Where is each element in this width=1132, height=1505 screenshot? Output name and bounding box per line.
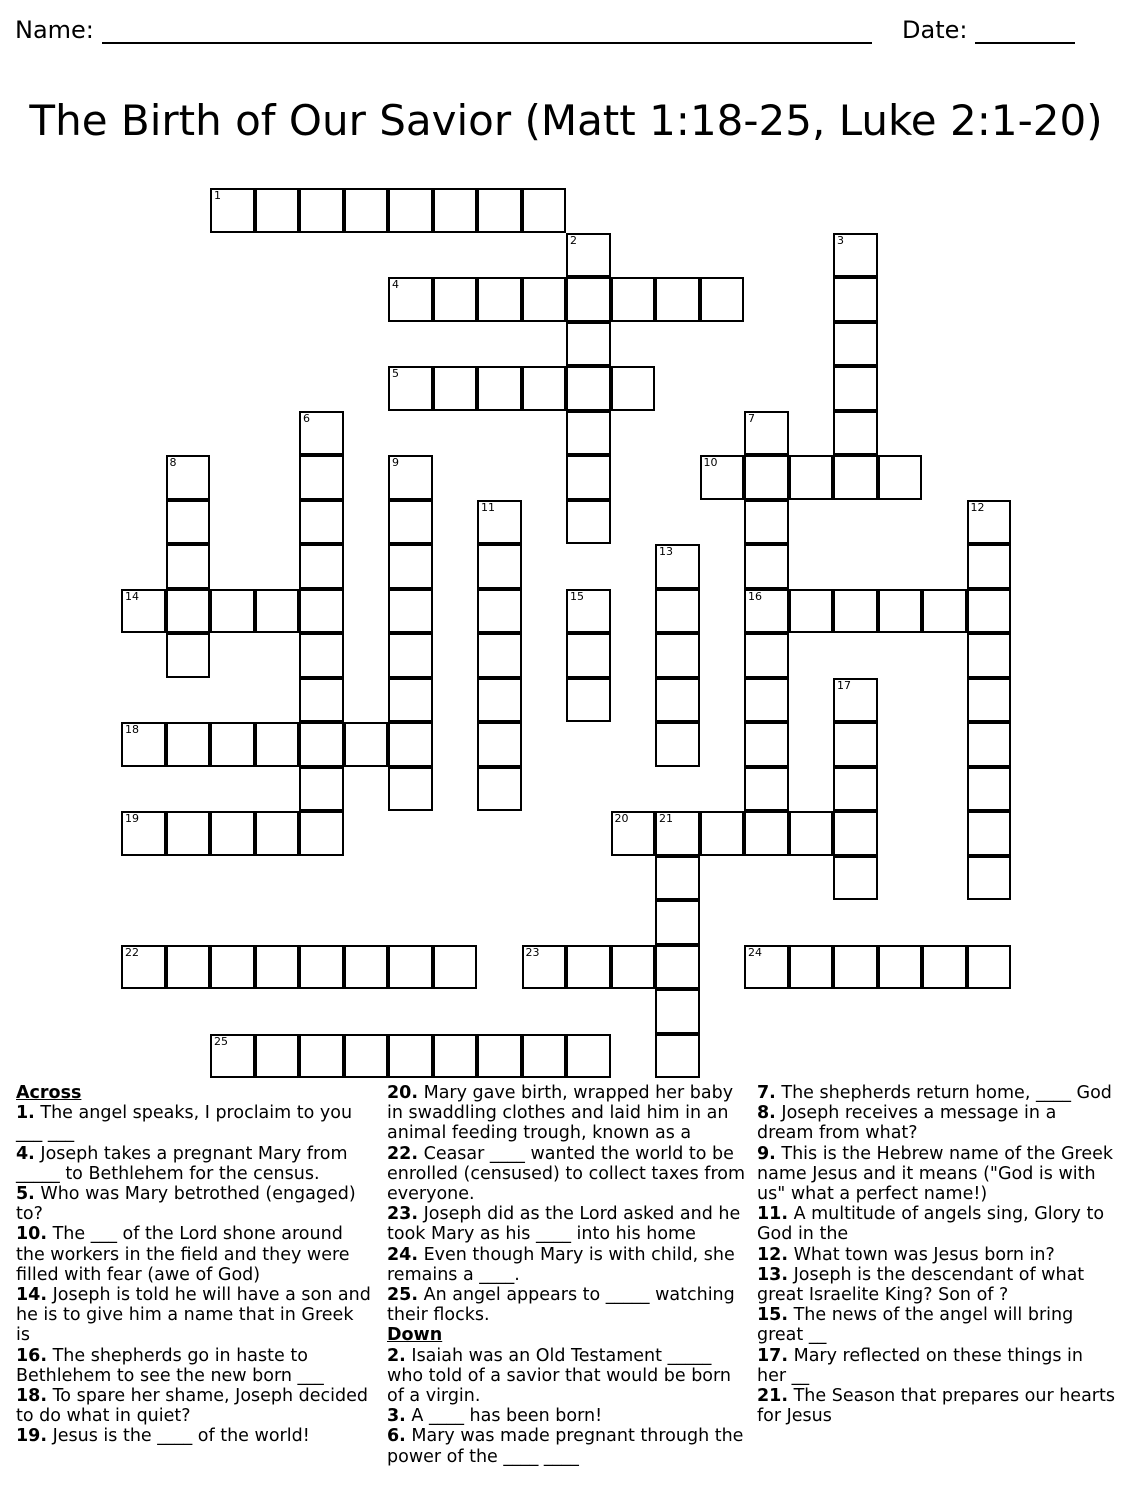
- grid-cell[interactable]: [744, 455, 789, 500]
- grid-cell[interactable]: [433, 277, 478, 322]
- clue-item-number: 6.: [387, 1426, 406, 1447]
- clue-number: 15: [570, 589, 584, 603]
- grid-cell[interactable]: [433, 1034, 478, 1079]
- grid-cell[interactable]: [611, 811, 656, 856]
- grid-cell[interactable]: [833, 767, 878, 812]
- grid-cell[interactable]: [299, 411, 344, 456]
- grid-cell[interactable]: [878, 455, 923, 500]
- clue-item-text: Joseph is told he will have a son and he is to give him a name that in Greek is: [16, 1285, 371, 1346]
- clue-item-text: The ___ of the Lord shone around the workers in the field and they were filled with fear (awe of God): [16, 1224, 350, 1285]
- grid-cell[interactable]: [700, 811, 745, 856]
- clue-item-number: 1.: [16, 1103, 35, 1124]
- grid-cell[interactable]: [878, 945, 923, 990]
- grid-cell[interactable]: [388, 945, 433, 990]
- clue-item-number: 19.: [16, 1426, 48, 1447]
- clue-item-text: Mary reflected on these things in her __: [757, 1345, 1083, 1386]
- clue-item-text: Even though Mary is with child, she remains a ____.: [387, 1244, 735, 1285]
- clue-number: 8: [169, 456, 177, 469]
- clue-item: [16, 1386, 371, 1426]
- clue-item-number: 23.: [387, 1204, 419, 1225]
- clue-number: 23: [525, 945, 540, 959]
- grid-cell[interactable]: [255, 722, 300, 767]
- grid-cell[interactable]: [789, 455, 834, 500]
- grid-cell[interactable]: [655, 900, 700, 945]
- grid-cell[interactable]: [833, 678, 878, 723]
- grid-cell[interactable]: [344, 945, 389, 990]
- grid-cell[interactable]: [833, 945, 878, 990]
- puzzle-title: The Birth of Our Savior (Matt 1:18-25, Luke 2:1-20): [29, 96, 1103, 145]
- grid-cell[interactable]: [922, 945, 967, 990]
- grid-cell[interactable]: [833, 322, 878, 367]
- clue-item: [387, 1406, 747, 1426]
- clue-item-text: The Season that prepares our hearts for Jesus: [757, 1386, 1115, 1427]
- clue-item: [387, 1346, 747, 1407]
- grid-cell[interactable]: [166, 544, 211, 589]
- grid-cell[interactable]: [655, 544, 700, 589]
- grid-cell[interactable]: [299, 188, 344, 233]
- grid-cell[interactable]: [166, 589, 211, 634]
- clues-column-3: [757, 1083, 1117, 1426]
- clue-number: 18: [125, 723, 139, 736]
- grid-cell[interactable]: [655, 989, 700, 1034]
- clue-item-text: A multitude of angels sing, Glory to God in the: [757, 1204, 1105, 1245]
- clue-item: [16, 1426, 371, 1446]
- clue-item-number: 13.: [757, 1264, 789, 1285]
- clue-item: [16, 1346, 371, 1386]
- grid-cell[interactable]: [477, 767, 522, 812]
- clue-item-number: 21.: [757, 1386, 789, 1407]
- clue-item: [387, 1144, 747, 1205]
- clue-item-number: 15.: [757, 1305, 789, 1326]
- grid-cell[interactable]: [655, 856, 700, 901]
- grid-cell[interactable]: [210, 811, 255, 856]
- clue-item-text: A ____ has been born!: [411, 1406, 603, 1427]
- clue-item: [16, 1224, 371, 1285]
- grid-cell[interactable]: [566, 1034, 611, 1079]
- clue-item-text: An angel appears to _____ watching their flocks.: [387, 1285, 735, 1326]
- clue-number: 19: [125, 812, 139, 825]
- grid-cell[interactable]: [744, 811, 789, 856]
- grid-cell[interactable]: [744, 722, 789, 767]
- grid-cell[interactable]: [833, 366, 878, 411]
- clue-number: 20: [614, 812, 629, 825]
- grid-cell[interactable]: [744, 633, 789, 678]
- clue-number: 14: [125, 589, 139, 603]
- clue-section-heading: Across: [16, 1083, 82, 1103]
- grid-cell[interactable]: [299, 500, 344, 545]
- clue-item-number: 20.: [387, 1083, 419, 1103]
- grid-cell[interactable]: [388, 277, 433, 322]
- clue-item-text: Joseph did as the Lord asked and he took Mary as his ____ into his home: [387, 1204, 741, 1245]
- clue-item-number: 3.: [387, 1406, 406, 1427]
- grid-cell[interactable]: [744, 544, 789, 589]
- grid-cell[interactable]: [655, 589, 700, 634]
- grid-cell[interactable]: [655, 678, 700, 723]
- date-field[interactable]: [902, 16, 1075, 44]
- grid-cell[interactable]: [299, 767, 344, 812]
- grid-cell[interactable]: [388, 633, 433, 678]
- grid-cell[interactable]: [121, 589, 166, 634]
- grid-cell[interactable]: [833, 455, 878, 500]
- clue-item-text: Who was Mary betrothed (engaged) to?: [16, 1184, 356, 1225]
- clue-number: 10: [703, 456, 718, 469]
- clue-item-number: 11.: [757, 1204, 789, 1225]
- grid-cell[interactable]: [789, 811, 834, 856]
- clue-item-text: Ceasar ____ wanted the world to be enrolled (censused) to collect taxes from everyone.: [387, 1143, 746, 1205]
- clue-item-number: 22.: [387, 1143, 419, 1164]
- clue-item: [387, 1245, 747, 1285]
- clue-item: [757, 1083, 1117, 1103]
- grid-cell[interactable]: [477, 1034, 522, 1079]
- grid-cell[interactable]: [388, 767, 433, 812]
- grid-cell[interactable]: [967, 544, 1012, 589]
- grid-cell[interactable]: [967, 811, 1012, 856]
- grid-cell[interactable]: [522, 1034, 567, 1079]
- clues-column-2: [387, 1083, 747, 1467]
- clue-item-number: 16.: [16, 1345, 48, 1366]
- grid-cell[interactable]: [210, 188, 255, 233]
- grid-cell[interactable]: [833, 233, 878, 278]
- grid-cell[interactable]: [611, 945, 656, 990]
- clue-number: 4: [392, 278, 399, 291]
- grid-cell[interactable]: [210, 722, 255, 767]
- clue-number: 5: [392, 367, 399, 380]
- grid-cell[interactable]: [121, 722, 166, 767]
- clue-number: 16: [748, 589, 762, 603]
- grid-cell[interactable]: [299, 455, 344, 500]
- grid-cell[interactable]: [255, 589, 300, 634]
- clue-item: [757, 1204, 1117, 1244]
- grid-cell[interactable]: [833, 411, 878, 456]
- grid-cell[interactable]: [566, 411, 611, 456]
- grid-cell[interactable]: [477, 277, 522, 322]
- grid-cell[interactable]: [477, 589, 522, 634]
- clue-item: [757, 1103, 1117, 1143]
- grid-cell[interactable]: [166, 945, 211, 990]
- grid-cell[interactable]: [388, 500, 433, 545]
- grid-cell[interactable]: [566, 633, 611, 678]
- grid-cell[interactable]: [388, 455, 433, 500]
- clue-item: [757, 1245, 1117, 1265]
- grid-cell[interactable]: [833, 277, 878, 322]
- grid-cell[interactable]: [299, 544, 344, 589]
- clue-item-number: 12.: [757, 1244, 789, 1265]
- grid-cell[interactable]: [655, 722, 700, 767]
- grid-cell[interactable]: [967, 945, 1012, 990]
- grid-cell[interactable]: [789, 589, 834, 634]
- clue-item: [387, 1285, 747, 1325]
- grid-cell[interactable]: [166, 811, 211, 856]
- grid-cell[interactable]: [433, 366, 478, 411]
- grid-cell[interactable]: [744, 767, 789, 812]
- date-blank-line[interactable]: [975, 20, 1075, 44]
- clue-item-text: To spare her shame, Joseph decided to do what in quiet?: [16, 1386, 369, 1427]
- clue-item: [387, 1204, 747, 1244]
- grid-cell[interactable]: [566, 945, 611, 990]
- grid-cell[interactable]: [655, 1034, 700, 1079]
- grid-cell[interactable]: [210, 1034, 255, 1079]
- clue-number: 17: [837, 678, 851, 692]
- name-field[interactable]: [15, 16, 872, 44]
- clue-item: [757, 1144, 1117, 1205]
- grid-cell[interactable]: [744, 411, 789, 456]
- clue-item: [757, 1386, 1117, 1426]
- clue-item: [387, 1083, 747, 1144]
- clue-item-text: The shepherds return home, ____ God: [781, 1083, 1112, 1103]
- grid-cell[interactable]: [210, 945, 255, 990]
- grid-cell[interactable]: [566, 366, 611, 411]
- grid-cell[interactable]: [655, 945, 700, 990]
- grid-cell[interactable]: [477, 500, 522, 545]
- clue-item-text: The angel speaks, I proclaim to you ___ ___: [16, 1103, 353, 1144]
- grid-cell[interactable]: [700, 277, 745, 322]
- grid-cell[interactable]: [299, 945, 344, 990]
- clue-item-number: 14.: [16, 1285, 48, 1306]
- clue-item-number: 25.: [387, 1285, 419, 1306]
- clue-item-text: Mary was made pregnant through the power of the ____ ____: [387, 1426, 744, 1467]
- clue-item-text: The shepherds go in haste to Bethlehem to see the new born ___: [16, 1345, 324, 1386]
- clue-number: 1: [214, 189, 221, 202]
- grid-cell[interactable]: [299, 1034, 344, 1079]
- clue-item-text: This is the Hebrew name of the Greek name Jesus and it means ("God is with us" what a perfect name!): [757, 1143, 1113, 1205]
- clue-item: [16, 1285, 371, 1346]
- grid-cell[interactable]: [967, 722, 1012, 767]
- grid-cell[interactable]: [655, 811, 700, 856]
- clue-item-text: Joseph takes a pregnant Mary from _____ to Bethlehem for the census.: [16, 1143, 348, 1184]
- grid-cell[interactable]: [744, 945, 789, 990]
- grid-cell[interactable]: [166, 455, 211, 500]
- grid-cell[interactable]: [299, 722, 344, 767]
- clue-item-number: 18.: [16, 1386, 48, 1407]
- grid-cell[interactable]: [833, 722, 878, 767]
- grid-cell[interactable]: [344, 722, 389, 767]
- grid-cell[interactable]: [967, 500, 1012, 545]
- grid-cell[interactable]: [655, 633, 700, 678]
- grid-cell[interactable]: [522, 188, 567, 233]
- grid-cell[interactable]: [388, 589, 433, 634]
- grid-cell[interactable]: [477, 544, 522, 589]
- grid-cell[interactable]: [566, 500, 611, 545]
- grid-cell[interactable]: [922, 589, 967, 634]
- grid-cell[interactable]: [166, 500, 211, 545]
- clue-item: [16, 1184, 371, 1224]
- grid-cell[interactable]: [255, 945, 300, 990]
- clue-item-text: Isaiah was an Old Testament _____ who told of a savior that would be born of a virgin.: [387, 1345, 731, 1407]
- clues-column-1: [16, 1083, 371, 1447]
- grid-cell[interactable]: [566, 678, 611, 723]
- grid-cell[interactable]: [344, 188, 389, 233]
- clue-item-text: The news of the angel will bring great __: [757, 1305, 1074, 1346]
- clue-item-number: 24.: [387, 1244, 419, 1265]
- grid-cell[interactable]: [477, 188, 522, 233]
- clue-item-number: 5.: [16, 1184, 35, 1205]
- grid-cell[interactable]: [522, 945, 567, 990]
- clue-item-text: Mary gave birth, wrapped her baby in swaddling clothes and laid him in an animal feeding trough, known as a: [387, 1083, 734, 1144]
- clue-item-text: Joseph receives a message in a dream from what?: [757, 1103, 1057, 1144]
- grid-cell[interactable]: [388, 366, 433, 411]
- clue-item-number: 17.: [757, 1345, 789, 1366]
- grid-cell[interactable]: [121, 945, 166, 990]
- grid-cell[interactable]: [477, 366, 522, 411]
- grid-cell[interactable]: [299, 678, 344, 723]
- clue-item-text: Jesus is the ____ of the world!: [52, 1426, 310, 1447]
- clue-number: 22: [125, 945, 139, 959]
- grid-cell[interactable]: [566, 322, 611, 367]
- grid-cell[interactable]: [655, 277, 700, 322]
- name-label: Name:: [15, 16, 94, 44]
- grid-cell[interactable]: [477, 678, 522, 723]
- grid-cell[interactable]: [522, 366, 567, 411]
- grid-cell[interactable]: [566, 455, 611, 500]
- grid-cell[interactable]: [433, 188, 478, 233]
- clue-item-number: 8.: [757, 1103, 776, 1124]
- grid-cell[interactable]: [388, 722, 433, 767]
- clue-number: 3: [837, 233, 844, 247]
- grid-cell[interactable]: [210, 589, 255, 634]
- grid-cell[interactable]: [388, 1034, 433, 1079]
- grid-cell[interactable]: [166, 722, 211, 767]
- grid-cell[interactable]: [388, 544, 433, 589]
- clue-number: 21: [659, 812, 673, 825]
- grid-cell[interactable]: [522, 277, 567, 322]
- grid-cell[interactable]: [744, 678, 789, 723]
- grid-cell[interactable]: [833, 589, 878, 634]
- clue-number: 2: [570, 233, 577, 247]
- clue-number: 7: [748, 411, 755, 425]
- clue-item: [387, 1426, 747, 1466]
- grid-cell[interactable]: [433, 945, 478, 990]
- clue-number: 9: [392, 456, 399, 469]
- clue-item-number: 9.: [757, 1143, 776, 1164]
- clue-number: 13: [659, 545, 673, 558]
- clue-item: [757, 1346, 1117, 1386]
- grid-cell[interactable]: [833, 811, 878, 856]
- clue-number: 12: [970, 500, 985, 514]
- clue-number: 24: [748, 945, 762, 959]
- grid-cell[interactable]: [344, 1034, 389, 1079]
- grid-cell[interactable]: [789, 945, 834, 990]
- grid-cell[interactable]: [388, 678, 433, 723]
- grid-cell[interactable]: [611, 366, 656, 411]
- grid-cell[interactable]: [967, 767, 1012, 812]
- grid-cell[interactable]: [255, 188, 300, 233]
- grid-cell[interactable]: [566, 589, 611, 634]
- grid-cell[interactable]: [477, 633, 522, 678]
- clue-item: [757, 1265, 1117, 1305]
- clue-number: 25: [214, 1034, 228, 1048]
- clue-item: [16, 1103, 371, 1143]
- grid-cell[interactable]: [967, 678, 1012, 723]
- grid-cell[interactable]: [967, 589, 1012, 634]
- clue-number: 6: [303, 411, 310, 425]
- grid-cell[interactable]: [967, 633, 1012, 678]
- clue-item-number: 10.: [16, 1224, 48, 1245]
- grid-cell[interactable]: [878, 589, 923, 634]
- name-blank-line[interactable]: [102, 20, 872, 44]
- grid-cell[interactable]: [477, 722, 522, 767]
- grid-cell[interactable]: [299, 633, 344, 678]
- grid-cell[interactable]: [566, 233, 611, 278]
- grid-cell[interactable]: [166, 633, 211, 678]
- clue-section-heading: Down: [387, 1325, 443, 1346]
- clue-item-number: 2.: [387, 1345, 406, 1366]
- clue-item-number: 7.: [757, 1083, 776, 1103]
- date-label: Date:: [902, 16, 968, 44]
- grid-cell[interactable]: [299, 811, 344, 856]
- grid-cell[interactable]: [744, 589, 789, 634]
- clue-item-text: What town was Jesus born in?: [793, 1244, 1055, 1265]
- grid-cell[interactable]: [255, 811, 300, 856]
- grid-cell[interactable]: [744, 500, 789, 545]
- grid-cell[interactable]: [255, 1034, 300, 1079]
- grid-cell[interactable]: [388, 188, 433, 233]
- clue-item: [16, 1144, 371, 1184]
- grid-cell[interactable]: [967, 856, 1012, 901]
- clue-item: [757, 1305, 1117, 1345]
- clue-item-text: Joseph is the descendant of what great Israelite King? Son of ?: [757, 1264, 1085, 1306]
- clue-item-number: 4.: [16, 1143, 35, 1164]
- grid-cell[interactable]: [833, 856, 878, 901]
- grid-cell[interactable]: [611, 277, 656, 322]
- grid-cell[interactable]: [700, 455, 745, 500]
- grid-cell[interactable]: [121, 811, 166, 856]
- clue-number: 11: [481, 500, 495, 514]
- grid-cell[interactable]: [299, 589, 344, 634]
- grid-cell[interactable]: [566, 277, 611, 322]
